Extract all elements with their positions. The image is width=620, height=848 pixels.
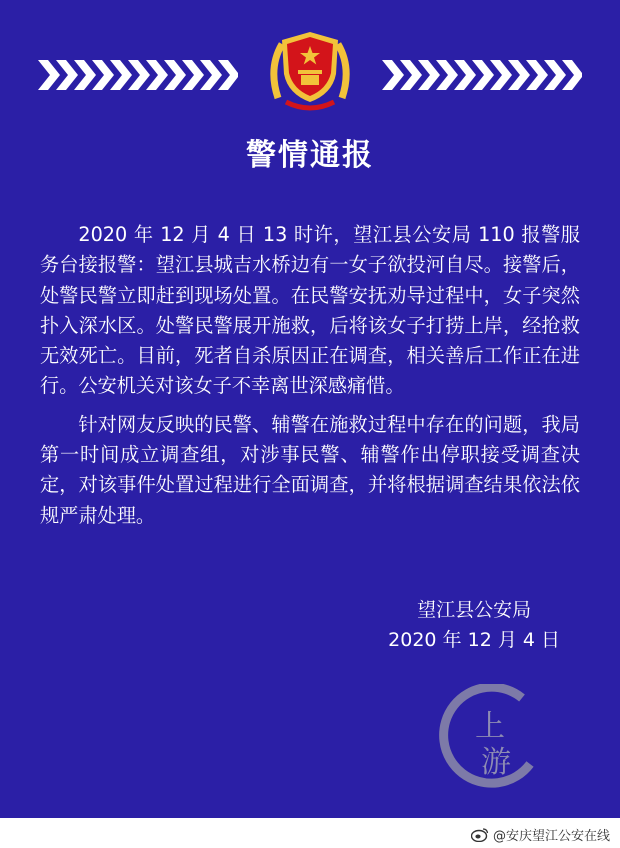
signature-block [388, 595, 560, 655]
notice-paragraph: 2020 年 12 月 4 日 13 时许，望江县公安局 110 报警服务台接报警：望江县城吉水桥边有一女子欲投河自尽。接警后，处警民警立即赶到现场处置。在民警安抚劝导过程中，女子突然扑入深水区。处警民警展开施救，后将该女子打捞上岸，经抢救无效死亡。目前，死者自杀原因正在调查，相关善后工作正在进行。公安机关对该女子不幸离世深感痛惜。 [40, 223, 580, 398]
police-emblem-icon [268, 28, 352, 114]
footer-bar [0, 818, 620, 848]
notice-paragraph: 针对网友反映的民警、辅警在施救过程中存在的问题，我局第一时间成立调查组，对涉事民警、辅警作出停职接受调查决定，对该事件处置过程进行全面调查，并将根据调查结果依法依规严肃处理。 [40, 412, 580, 527]
svg-text:上: 上 [475, 709, 505, 744]
chevron-band-right [382, 60, 582, 90]
weibo-watermark [471, 825, 610, 844]
weibo-icon [471, 827, 489, 842]
shangyou-watermark-logo [430, 684, 550, 794]
weibo-account-name: @安庆望江公安在线 [492, 829, 610, 844]
issue-date: 2020 年 12 月 4 日 [388, 629, 560, 651]
chevron-band-left [38, 60, 238, 90]
notice-body [40, 220, 580, 531]
issuer-name: 望江县公安局 [417, 599, 532, 621]
svg-text:游: 游 [481, 745, 511, 780]
notice-title: 警情通报 [246, 138, 374, 173]
